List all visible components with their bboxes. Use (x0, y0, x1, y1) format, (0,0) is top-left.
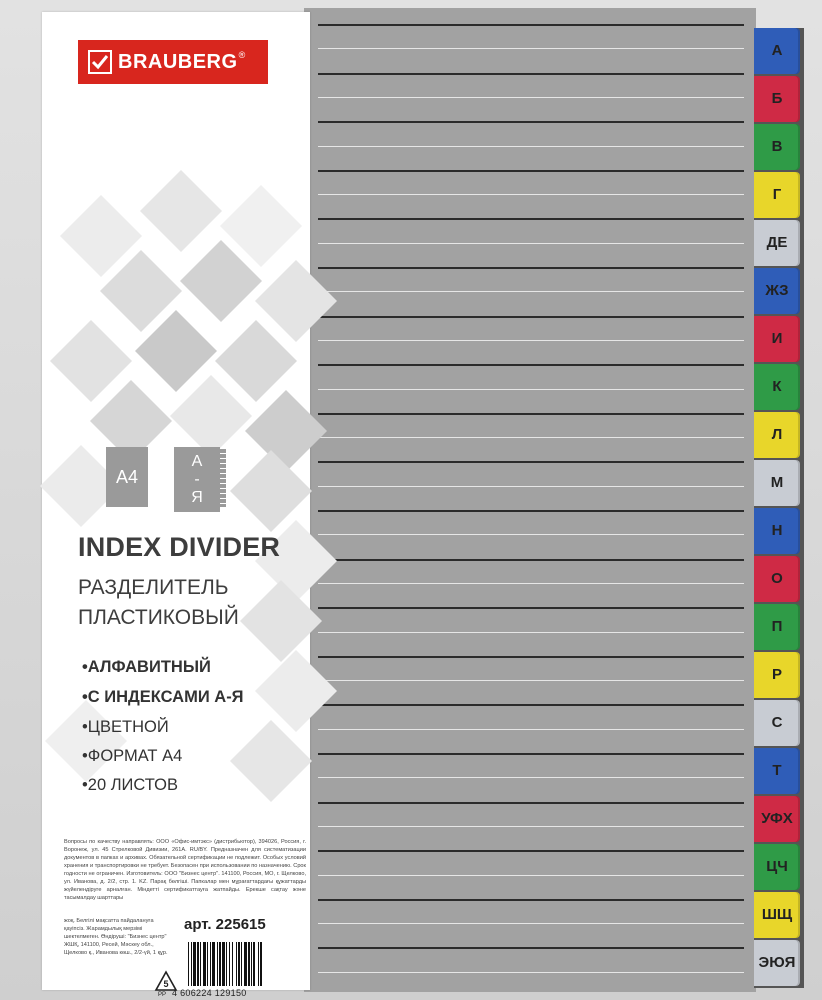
decor-diamond (230, 450, 312, 532)
recycle-number: 5 (163, 979, 169, 989)
ruled-line-light (318, 777, 744, 778)
index-tab[interactable]: К (754, 364, 800, 410)
ruled-line-light (318, 389, 744, 390)
index-tab[interactable]: ДЕ (754, 220, 800, 266)
barcode-bar (226, 942, 227, 986)
index-tab[interactable]: УФХ (754, 796, 800, 842)
barcode-bar (241, 942, 242, 986)
index-tab[interactable]: В (754, 124, 800, 170)
feature-item: •20 ЛИСТОВ (82, 776, 178, 794)
recycle-material: PP (158, 992, 167, 998)
brand-name: BRAUBERG (118, 50, 238, 73)
barcode (182, 940, 304, 990)
barcode-bar (258, 942, 259, 986)
range-top: А (191, 453, 203, 470)
ruled-line-dark (318, 704, 744, 706)
index-tabs (754, 28, 804, 988)
barcode-bar (197, 942, 199, 986)
barcode-bar (188, 942, 189, 986)
ruled-line-dark (318, 850, 744, 852)
ruled-line-dark (318, 413, 744, 415)
ruled-line-dark (318, 267, 744, 269)
barcode-bar (244, 942, 247, 986)
index-tab[interactable]: О (754, 556, 800, 602)
ruled-line-light (318, 486, 744, 487)
ruled-line-dark (318, 899, 744, 901)
ruled-line-dark (318, 121, 744, 123)
barcode-bar (253, 942, 255, 986)
barcode-bar (229, 942, 230, 986)
index-tab[interactable]: М (754, 460, 800, 506)
ruled-line-dark (318, 753, 744, 755)
article-number: арт. 225615 (184, 916, 266, 933)
ruled-line-light (318, 243, 744, 244)
feature-item: •ФОРМАТ А4 (82, 747, 183, 765)
ruled-line-light (318, 340, 744, 341)
ruled-line-light (318, 48, 744, 49)
index-tab[interactable]: Р (754, 652, 800, 698)
brand-logo-box (78, 40, 268, 84)
ruled-line-light (318, 291, 744, 292)
ruled-line-light (318, 534, 744, 535)
decor-diamond (240, 580, 322, 662)
barcode-bar (207, 942, 208, 986)
barcode-bar (248, 942, 250, 986)
range-bottom: Я (191, 489, 203, 506)
barcode-digits: 4 606224 129150 (172, 988, 247, 998)
index-tab[interactable]: ЖЗ (754, 268, 800, 314)
ruled-line-dark (318, 364, 744, 366)
ruled-line-light (318, 826, 744, 827)
barcode-bar (236, 942, 237, 986)
ruled-line-dark (318, 218, 744, 220)
ruled-line-light (318, 680, 744, 681)
index-tab[interactable]: Л (754, 412, 800, 458)
barcode-bar (219, 942, 221, 986)
decor-diamond (45, 700, 127, 782)
ruled-line-light (318, 923, 744, 924)
ruled-line-light (318, 632, 744, 633)
ruled-line-light (318, 437, 744, 438)
ruled-line-dark (318, 24, 744, 26)
index-tab[interactable]: А (754, 28, 800, 74)
barcode-bar (217, 942, 218, 986)
decor-diamond (140, 170, 222, 252)
ruled-line-dark (318, 170, 744, 172)
decor-diamond (170, 375, 252, 457)
barcode-bar (200, 942, 201, 986)
product-label-card (42, 12, 310, 998)
ruled-line-dark (318, 73, 744, 75)
index-tab[interactable]: И (754, 316, 800, 362)
index-tab[interactable]: ШЩ (754, 892, 800, 938)
fine-print-continued: жоқ. Белгілі мақсатта пайдалануға қауіпсіз. Жарамдылық мерзімі шектелмеген. Өндіруші: "Бизнес центр" ЖШҚ, 141100, Ресей, Мәскеу обл., Щелково қ., Иванова көш., 2/2-үй, 1 құр. (64, 918, 168, 956)
index-tab[interactable]: ЭЮЯ (754, 940, 800, 986)
index-tab[interactable]: ЦЧ (754, 844, 800, 890)
ruled-line-light (318, 194, 744, 195)
ruled-line-dark (318, 559, 744, 561)
format-badge: A4 (106, 447, 148, 507)
ruled-line-dark (318, 947, 744, 949)
barcode-bar (191, 942, 192, 986)
barcode-bar (238, 942, 240, 986)
ruled-line-dark (318, 461, 744, 463)
barcode-bar (210, 942, 211, 986)
ruled-line-dark (318, 510, 744, 512)
feature-item: •ЦВЕТНОЙ (82, 718, 169, 736)
index-tab[interactable]: П (754, 604, 800, 650)
decor-diamond (230, 720, 312, 802)
ruled-line-dark (318, 656, 744, 658)
brand-check-icon (88, 50, 112, 74)
ruled-line-light (318, 583, 744, 584)
barcode-bar (203, 942, 206, 986)
feature-item: •АЛФАВИТНЫЙ (82, 658, 211, 676)
barcode-bar (232, 942, 233, 986)
product-subtitle-line2: ПЛАСТИКОВЫЙ (78, 606, 239, 629)
index-tab[interactable]: С (754, 700, 800, 746)
ruled-line-light (318, 875, 744, 876)
barcode-bar (260, 942, 262, 986)
barcode-bar (251, 942, 252, 986)
ruled-line-light (318, 146, 744, 147)
feature-item: •С ИНДЕКСАМИ А-Я (82, 688, 244, 706)
ruled-line-dark (318, 316, 744, 318)
index-tab[interactable]: Т (754, 748, 800, 794)
ruled-line-light (318, 972, 744, 973)
product-title: INDEX DIVIDER (78, 532, 281, 562)
barcode-bar (193, 942, 196, 986)
fine-print: Вопросы по качеству направлять: ООО «Офис-имтэкс» (дистрибьютор), 394026, Россия, г. Воронеж, ул. 45 Стрелковой Дивизии, 261А. RU/BY. Предназначен для систематизации документов в папках и архивах. Обязательной сертификации не подлежит. Особых условий хранения и транспортировки не требует. Безопасен при использовании по назначению. Срок годности не ограничен. Изготовитель: ООО "Бизнес центр". 141100, Россия, МО, г. Щелково, ул. Иванова, д. 2/2, стр. 1. KZ. Парақ бөлгіші. Папкалар мен мұрағаттардағы құжаттарды жүйелендіруге арналған. Міндетті сертификаттауға жатпайды. Ерекше сақтау және тасымалдау шарттары (64, 839, 306, 901)
product-subtitle-line1: РАЗДЕЛИТЕЛЬ (78, 576, 229, 599)
barcode-bar (212, 942, 215, 986)
range-ticks (220, 449, 226, 507)
ruled-line-light (318, 97, 744, 98)
brand-registered-mark: ® (238, 50, 246, 60)
ruled-line-light (318, 729, 744, 730)
divider-sheet (304, 8, 756, 992)
index-tab[interactable]: Н (754, 508, 800, 554)
ruled-line-dark (318, 802, 744, 804)
alphabet-range-badge (174, 447, 220, 512)
index-tab[interactable]: Б (754, 76, 800, 122)
range-dash: - (194, 471, 200, 488)
barcode-bar (222, 942, 225, 986)
index-tab[interactable]: Г (754, 172, 800, 218)
ruled-line-dark (318, 607, 744, 609)
